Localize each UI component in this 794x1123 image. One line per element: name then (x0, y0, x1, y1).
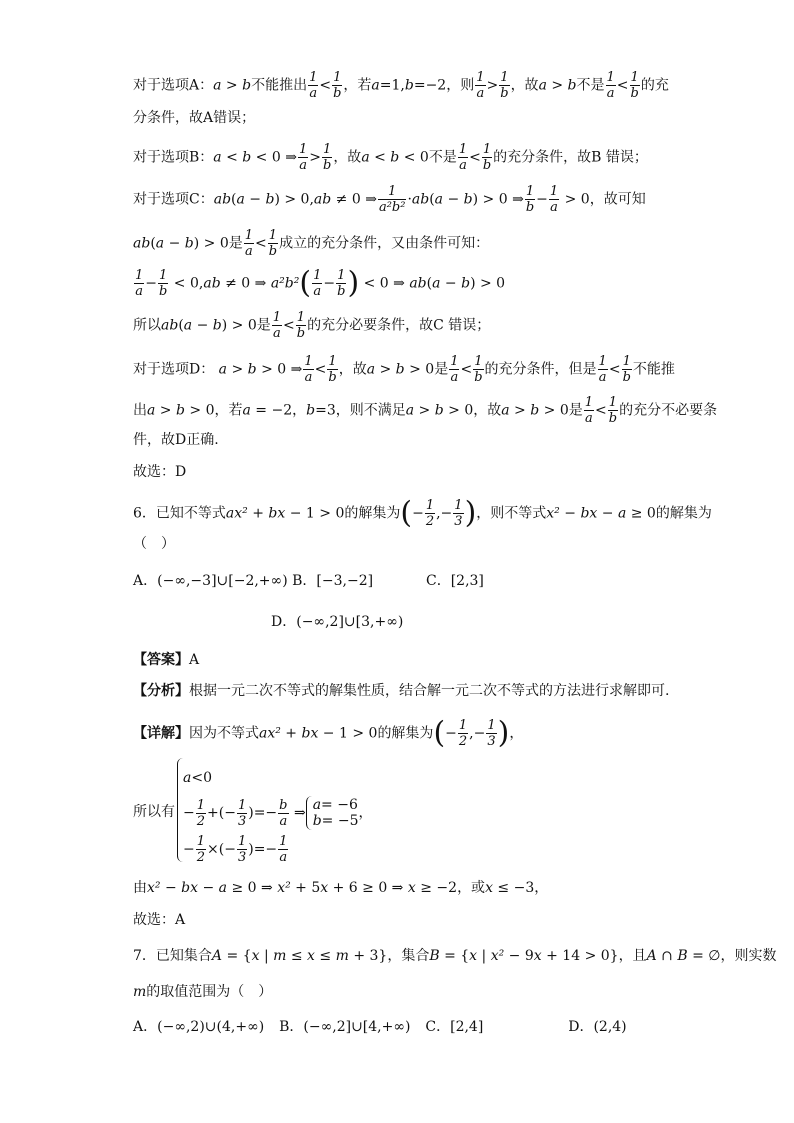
label: 对于选项B： (133, 149, 214, 166)
text: 的充分条件，但是 (484, 361, 597, 378)
fraction: $\frac{1}{b}$ (337, 268, 346, 299)
option-a-line: 对于选项A：a > b不能推出 $\frac{1}{a}$ < $\frac{1}{b}$ ，若a=1,b=−2，则 $\frac{1}{a}$ > $\frac{1}{b}$ ，故a > b不是 $\frac{1}{a}$ < $\frac{1}{b}$ 的充 (133, 70, 669, 101)
label: 对于选项A： (133, 77, 214, 94)
text: ， (534, 880, 549, 896)
fraction: $\frac{1}{3}$ (487, 718, 496, 749)
answer-6 (133, 650, 199, 670)
fraction: $\frac{1}{a}$ (476, 70, 485, 101)
math: ax² + bx − 1 > 0 (259, 725, 378, 742)
fraction: $\frac{1}{\text{a²b²}}$ (378, 184, 406, 215)
math: m (133, 984, 147, 1000)
eq-row-3: − $\frac{1}{2}$ ×(− $\frac{1}{3}$ )=− $\frac{1}{a}$ (183, 834, 288, 865)
label: 对于选项C： (133, 191, 214, 208)
label: 对于选项D： (133, 361, 215, 378)
math: a > b (213, 77, 252, 94)
fraction: $\frac{1}{a}$ (450, 354, 459, 385)
text: ，故可知 (589, 191, 646, 208)
option-d-line3: 件，故D正确. (133, 432, 219, 448)
math: a > b > 0 (405, 402, 474, 419)
question-6: 6．已知不等式ax² + bx − 1 > 0的解集为(− $\frac{1}{2}$ ,− $\frac{1}{3}$ )，则不等式x² − bx − a ≥ 0的解集为 (133, 495, 712, 531)
fraction: $\frac{1}{b}$ (482, 142, 492, 173)
math: a = −2 (242, 402, 293, 419)
fraction: $\frac{1}{a}$ (135, 268, 144, 299)
text: 不是 (576, 77, 605, 94)
math: ab(a − b) > 0,ab ≠ 0 ⇒ (213, 191, 377, 208)
text: ， (292, 402, 307, 419)
question-6-options-row1 (133, 571, 484, 591)
math: ·ab(a − b) > 0 ⇒ (407, 191, 524, 208)
answer-value: A (189, 652, 200, 668)
fraction: $\frac{1}{a}$ (584, 395, 594, 426)
math: ax² + bx − 1 > 0 (225, 505, 345, 522)
math: [−3,−2] (316, 573, 374, 589)
answer-tag: 【答案】 (133, 652, 189, 668)
fraction: $\frac{1}{b}$ (500, 70, 509, 101)
math: A ∩ B = ∅ (646, 948, 721, 964)
text: 因为不等式 (189, 725, 259, 742)
text: 的充分不必要条 (619, 402, 718, 419)
text: 不能推出 (251, 77, 308, 94)
math: x² − bx − a ≥ 0 (546, 505, 656, 522)
question-6-paren: （ ） (133, 536, 175, 552)
fraction: $\frac{1}{b}$ (622, 354, 631, 385)
option-a-label: A． (133, 573, 158, 589)
fraction: $\frac{1}{2}$ (425, 498, 435, 529)
answer-5: 故选：D (133, 464, 187, 480)
math: a > b (538, 77, 577, 94)
fraction: $\frac{1}{b}$ (296, 310, 306, 341)
option-d-line: 对于选项D： a > b > 0 ⇒ $\frac{1}{a}$ < $\frac{1}{b}$ ，故a > b > 0是 $\frac{1}{a}$ < $\frac{1}{b}$ 的充分条件，但是 $\frac{1}{a}$ < $\frac{1}{b}$ 不能推 (133, 354, 675, 385)
math: (2,4) (593, 1019, 627, 1035)
detail-tag: 【详解】 (133, 725, 189, 742)
fraction: $\frac{1}{a}$ (313, 268, 322, 299)
text: 是 (228, 235, 243, 252)
option-c-line2: ab(a − b) > 0是 $\frac{1}{a}$ < $\frac{1}{b}$ 成立的充分条件，又由条件可知： (133, 228, 490, 259)
math: [2,4] (450, 1019, 484, 1035)
text: ，故 (338, 361, 367, 378)
math: (−∞,−3]∪[−2,+∞) (157, 573, 288, 589)
text: ，集合 (387, 948, 430, 964)
math: ab(a − b) > 0 (133, 235, 229, 252)
fraction: $\frac{1}{a}$ (309, 70, 318, 101)
text: ，则 (446, 77, 475, 94)
math: (−∞,2)∪(4,+∞) (157, 1019, 265, 1035)
text: 出 (133, 402, 147, 419)
text: 所以 (133, 317, 161, 334)
question-number: 7．已知集合 (133, 948, 212, 964)
math: < 0 ⇒ ab(a − b) > 0 (359, 275, 506, 292)
system-lead: 所以有 (133, 804, 175, 820)
option-c-label: C． (425, 573, 451, 589)
option-b-line: 对于选项B：a < b < 0 ⇒ $\frac{1}{a}$ > $\frac{1}{b}$ ，故a < b < 0不是 $\frac{1}{a}$ < $\frac{1}{b}$ 的充分条件，故B 错误； (133, 142, 648, 173)
fraction: $\frac{1}{a}$ (458, 142, 468, 173)
fraction: $\frac{1}{b}$ (630, 70, 639, 101)
text: ，故 (510, 77, 539, 94)
option-c-line3: $\frac{1}{a}$ − $\frac{1}{b}$ < 0,ab ≠ 0 ⇒ a²b²( $\frac{1}{a}$ − $\frac{1}{b}$ ) < 0 ⇒ ab(a − b) > 0 (135, 265, 506, 301)
fraction: $\frac{1}{b}$ (474, 354, 483, 385)
option-a-line2: 分条件，故A错误； (133, 110, 256, 126)
option-d-label: D． (271, 614, 297, 630)
text: 的解集为 (377, 725, 434, 742)
fraction: $\frac{1}{b}$ (328, 354, 337, 385)
answer-6b: 故选：A (133, 912, 186, 928)
analysis-tag: 【分析】 (133, 683, 189, 699)
text: 的充分条件，故B 错误； (493, 149, 648, 166)
math: x ≤ −3 (485, 880, 535, 896)
eq-row-1: a<0 (183, 770, 212, 786)
option-b-label: B． (292, 573, 317, 589)
question-7-options (133, 1017, 627, 1037)
math: a > b > 0 (366, 361, 435, 378)
fraction: $\frac{1}{a}$ (244, 228, 254, 259)
text: 是 (256, 317, 271, 334)
option-c-line: 对于选项C：ab(a − b) > 0,ab ≠ 0 ⇒ $\frac{1}{\text{a²b²}}$ ·ab(a − b) > 0 ⇒ $\frac{1}{b}$ − $\frac{1}{a}$ > 0，故可知 (133, 184, 646, 215)
text: ，若 (214, 402, 243, 419)
text: 不是 (428, 149, 457, 166)
text: 的解集为 (655, 505, 712, 522)
option-b-label: B． (279, 1019, 304, 1035)
option-d-line2: 出a > b > 0，若a = −2，b=3，则不满足a > b > 0，故a > b > 0是 $\frac{1}{a}$ < $\frac{1}{b}$ 的充分不必要条 (133, 395, 718, 426)
math: a=1,b=−2 (371, 77, 447, 94)
question-7 (133, 946, 776, 966)
text: ，则不满足 (335, 402, 406, 419)
detail-6: 【详解】因为不等式ax² + bx − 1 > 0的解集为(− $\frac{1}{2}$ ,− $\frac{1}{3}$ )， (133, 715, 524, 751)
math: [2,3] (450, 573, 484, 589)
text: 由 (133, 880, 147, 896)
analysis-text: 根据一元二次不等式的解集性质，结合解一元二次不等式的方法进行求解即可. (189, 683, 670, 699)
analysis-6 (133, 681, 669, 701)
text: 不能推 (632, 361, 675, 378)
math: (−∞,2]∪[4,+∞) (303, 1019, 411, 1035)
text: ， (358, 805, 373, 821)
math: a > b > 0 ⇒ (214, 361, 303, 378)
text: ，或 (457, 880, 486, 896)
final-6 (133, 878, 548, 898)
fraction: $\frac{1}{a}$ (598, 354, 607, 385)
fraction: $\frac{1}{b}$ (333, 70, 342, 101)
math: ab(a − b) > 0 (161, 317, 257, 334)
fraction: $\frac{1}{a}$ (304, 354, 313, 385)
option-c-label: C． (425, 1019, 451, 1035)
text: ，则实数 (720, 948, 777, 964)
text: 的解集为 (344, 505, 401, 522)
text: ， (509, 725, 524, 742)
text: 的充 (640, 77, 669, 94)
math: a < b < 0 (361, 149, 429, 166)
math: B = {x | x² − 9x + 14 > 0} (429, 948, 619, 964)
text: ，故 (473, 402, 502, 419)
text: 的充分必要条件，故C 错误； (307, 317, 491, 334)
fraction: $\frac{1}{b}$ (525, 184, 535, 215)
math: a < b < 0 ⇒ (213, 149, 297, 166)
option-d-label: D． (568, 1019, 594, 1035)
question-number: 6．已知不等式 (133, 505, 226, 522)
math: a > b > 0 (501, 402, 569, 419)
fraction: $\frac{1}{b}$ (322, 142, 332, 173)
fraction: $\frac{1}{a}$ (298, 142, 308, 173)
fraction: $\frac{1}{a}$ (549, 184, 559, 215)
math: < 0,ab ≠ 0 ⇒ a²b² (169, 275, 300, 292)
fraction: $\frac{1}{b}$ (268, 228, 278, 259)
text: ，且 (618, 948, 647, 964)
option-a-label: A． (133, 1019, 158, 1035)
fraction: $\frac{1}{a}$ (272, 310, 282, 341)
math: (−∞,2]∪[3,+∞) (296, 614, 404, 630)
math: A = {x | m ≤ x ≤ m + 3} (211, 948, 388, 964)
eq-row-2: − $\frac{1}{2}$ +(− $\frac{1}{3}$ )=− $\frac{b}{a}$ ⇒ a= −6 b= −5 ， (183, 797, 373, 829)
text: ，则不等式 (476, 505, 547, 522)
fraction: $\frac{1}{a}$ (606, 70, 615, 101)
math: a > b > 0 (147, 402, 215, 419)
math: x² − bx − a ≥ 0 ⇒ x² + 5x + 6 ≥ 0 ⇒ x ≥ −2 (147, 880, 458, 896)
math: b=3 (306, 402, 336, 419)
fraction: $\frac{1}{2}$ (458, 718, 468, 749)
equation-system (177, 758, 377, 866)
text: ，若 (343, 77, 372, 94)
text: 是 (434, 361, 449, 378)
question-6-options-row2 (271, 612, 403, 632)
fraction: $\frac{1}{b}$ (608, 395, 618, 426)
fraction: $\frac{1}{b}$ (159, 268, 168, 299)
text: 是 (568, 402, 583, 419)
question-7-line2 (133, 982, 272, 1002)
text: 的取值范围为（ ） (146, 984, 273, 1000)
text: 成立的充分条件，又由条件可知： (279, 235, 490, 252)
text: ，故 (333, 149, 362, 166)
fraction: $\frac{1}{3}$ (454, 498, 463, 529)
option-c-line4: 所以ab(a − b) > 0是 $\frac{1}{a}$ < $\frac{1}{b}$ 的充分必要条件，故C 错误； (133, 310, 491, 341)
